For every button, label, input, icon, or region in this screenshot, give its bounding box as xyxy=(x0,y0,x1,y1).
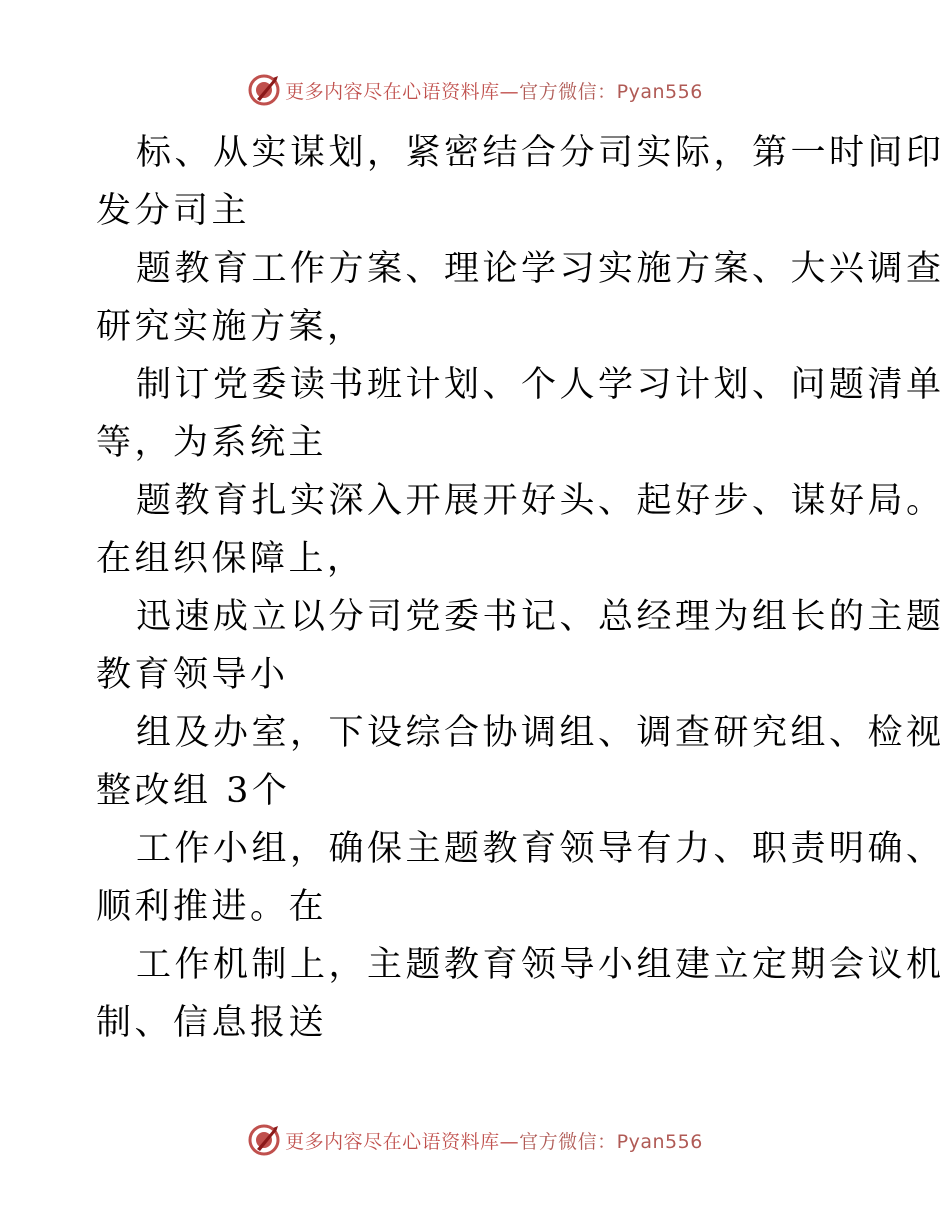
quill-logo-icon xyxy=(247,73,281,107)
paragraph xyxy=(96,704,945,820)
paragraph-line: 制、信息报送 xyxy=(96,1003,328,1043)
paragraph-line: 题教育工作方案、理论学习实施方案、大兴调查 xyxy=(136,249,945,289)
footer-watermark xyxy=(0,1120,950,1160)
watermark-official-text: 官方微信：Pyan556 xyxy=(519,80,703,103)
paragraph xyxy=(96,588,945,704)
paragraph-line: 标、从实谋划，紧密结合分司实际，第一时间印 xyxy=(136,133,945,173)
watermark-text xyxy=(285,77,703,104)
watermark-official-text: 官方微信：Pyan556 xyxy=(519,1130,703,1153)
watermark-site-text: 更多内容尽在心语资料库 xyxy=(285,80,500,103)
paragraph xyxy=(96,820,945,936)
paragraph xyxy=(96,124,945,240)
paragraph-line: 工作小组，确保主题教育领导有力、职责明确、 xyxy=(136,829,945,869)
watermark-site-text: 更多内容尽在心语资料库 xyxy=(285,1130,500,1153)
paragraph-line: 整改组 3个 xyxy=(96,771,291,811)
header-watermark xyxy=(0,70,950,110)
paragraph xyxy=(96,356,945,472)
paragraph-line: 工作机制上，主题教育领导小组建立定期会议机 xyxy=(136,945,945,985)
paragraph-line: 等，为系统主 xyxy=(96,423,328,463)
paragraph xyxy=(96,472,945,588)
paragraph-line: 研究实施方案， xyxy=(96,307,366,347)
document-body xyxy=(96,124,945,1052)
paragraph-line: 迅速成立以分司党委书记、总经理为组长的主题 xyxy=(136,597,945,637)
watermark-dash: — xyxy=(499,80,520,103)
watermark-text xyxy=(285,1127,703,1154)
paragraph-line: 发分司主 xyxy=(96,191,251,231)
paragraph-line: 制订党委读书班计划、个人学习计划、问题清单 xyxy=(136,365,945,405)
paragraph-line: 教育领导小 xyxy=(96,655,289,695)
paragraph-line: 组及办室，下设综合协调组、调查研究组、检视 xyxy=(136,713,945,753)
quill-logo-icon xyxy=(247,1123,281,1157)
paragraph xyxy=(96,936,945,1052)
paragraph-line: 顺利推进。在 xyxy=(96,887,328,927)
watermark-dash: — xyxy=(499,1130,520,1153)
paragraph-line: 题教育扎实深入开展开好头、起好步、谋好局。 xyxy=(136,481,945,521)
paragraph xyxy=(96,240,945,356)
paragraph-line: 在组织保障上， xyxy=(96,539,366,579)
